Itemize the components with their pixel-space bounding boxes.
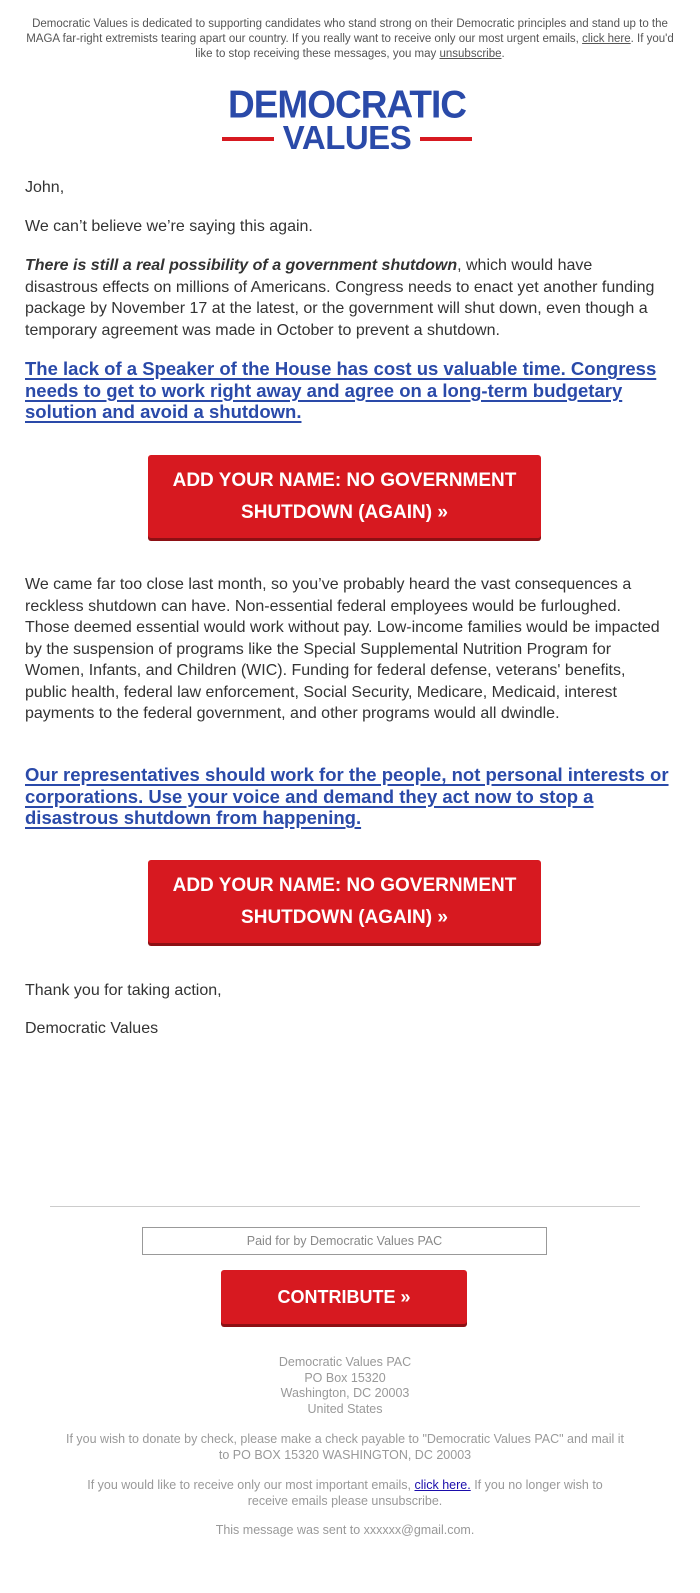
preheader-text	[25, 17, 675, 62]
footer-click-here-link[interactable]: click here.	[414, 1478, 471, 1492]
donate-by-check-text: If you wish to donate by check, please make a check payable to "Democratic Values PAC" and mail it to PO BOX 15320 WASHINGTON, DC 20003	[66, 1432, 624, 1462]
footer-address	[50, 1355, 640, 1417]
preheader-unsubscribe-link[interactable]: unsubscribe	[439, 48, 502, 60]
closing: Thank you for taking action,	[25, 982, 222, 999]
address-line-2: PO Box 15320	[304, 1370, 386, 1385]
address-line-1: Democratic Values PAC	[278, 1355, 412, 1369]
address-line-3: Washington, DC 20003	[280, 1386, 410, 1400]
paragraph-2-emphasis: There is still a real possibility of a government shutdown	[25, 257, 458, 274]
greeting: John,	[25, 179, 65, 196]
paragraph-2-rest: , which would have disastrous effects on millions of Americans. Congress needs to enact yet another funding package by November 17 at the latest, or the government will shut down, even though a temporary agreement was made in October to prevent a shutdown.	[25, 257, 655, 339]
sent-to-text: This message was sent to xxxxxx@gmail.com.	[215, 1523, 475, 1537]
paragraph-1: We can’t believe we’re saying this again.	[25, 218, 313, 235]
logo-line1: DEMOCRATIC	[227, 82, 466, 126]
headline-2-text: Our representatives should work for the people, not personal interests or corporations. Use your voice and demand they act now to stop a disastrous shutdown from happening.	[25, 764, 669, 828]
paragraph-2	[25, 255, 665, 341]
democratic-values-logo[interactable]	[222, 82, 472, 156]
cta-1-label: ADD YOUR NAME: NO GOVERNMENT SHUTDOWN (AGAIN) »	[172, 469, 517, 523]
preheader-click-here-link[interactable]: click here	[582, 33, 631, 45]
important-emails-after: If you no longer wish to receive emails please unsubscribe.	[247, 1478, 603, 1508]
paid-for-disclaimer: Paid for by Democratic Values PAC	[142, 1227, 547, 1255]
add-your-name-button-2[interactable]	[148, 860, 541, 943]
paragraph-3: We came far too close last month, so you’ve probably heard the vast consequences a reckless shutdown can have. Non-essential federal employees would be furloughed. Those deemed essential would work without pay. Low-income families would be impacted by the suspension of programs like the Special Supplemental Nutrition Program for Women, Infants, and Children (WIC). Funding for federal defense, veterans' benefits, public health, federal law enforcement, Social Security, Medicare, Medicaid, interest payments to the federal government, and other programs would all dwindle.	[25, 576, 660, 722]
address-line-4: United States	[307, 1401, 383, 1416]
preheader-middle: . If you'd like to stop receiving these messages, you may	[195, 33, 674, 60]
signature: Democratic Values	[25, 1020, 159, 1037]
add-your-name-button-1[interactable]	[148, 455, 541, 538]
logo-line2: VALUES	[282, 119, 412, 156]
headline-1-text: The lack of a Speaker of the House has cost us valuable time. Congress needs to get to work right away and agree on a long-term budgetary solution and avoid a shutdown.	[25, 358, 657, 422]
contribute-button[interactable]: CONTRIBUTE »	[221, 1270, 467, 1324]
email-preferences-text	[75, 1478, 615, 1509]
cta-2-label: ADD YOUR NAME: NO GOVERNMENT SHUTDOWN (AGAIN) »	[172, 874, 517, 928]
headline-link-1[interactable]	[25, 358, 670, 423]
preheader-intro: Democratic Values is dedicated to supporting candidates who stand strong on their Democratic principles and stand up to the MAGA far-right extremists tearing apart our country. If you really want to receive only our most urgent emails,	[26, 18, 668, 45]
preheader-end: .	[501, 48, 505, 60]
important-emails-before: If you would like to receive only our most important emails,	[87, 1478, 415, 1492]
footer-divider	[50, 1206, 640, 1207]
headline-link-2[interactable]	[25, 764, 670, 829]
